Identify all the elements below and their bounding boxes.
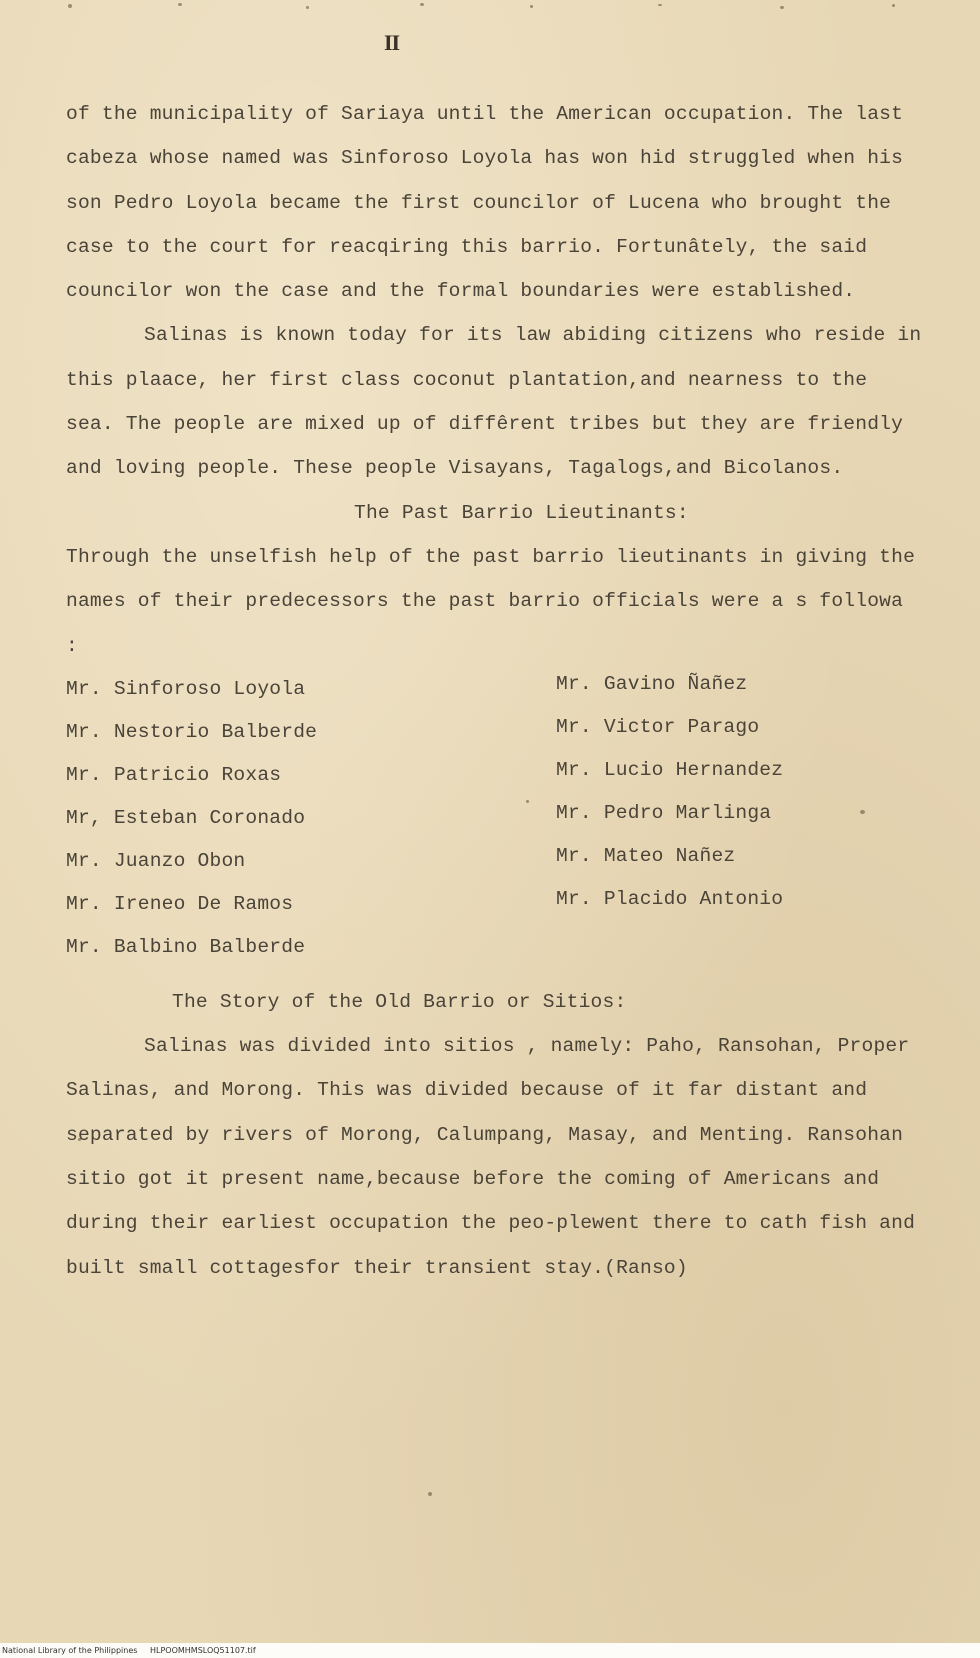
paragraph-sitios-story: Salinas was divided into sitios , namely: Paho, Ransohan, Proper Salinas, and Morong. This was divided because of it far distant and separated by rivers of Morong, Calumpang, Masay, and Menting. Ransohan sitio got it present name,because before the coming of Americans and during their earliest occupation the peo-plewent there to cath fish and built small cottagesfor their transient stay.(Ranso) <box>66 1035 916 1279</box>
lieutenants-left-column <box>66 668 317 969</box>
paragraph-lieutenants-intro: Through the unselfish help of the past barrio lieutinants in giving the names of their predecessors the past barrio officials were a s followa : <box>66 545 916 657</box>
list-item: Mr, Esteban Coronado <box>66 806 306 829</box>
page-number: II <box>384 30 400 55</box>
document-body <box>66 92 926 1290</box>
list-item: Mr. Gavino Ñañez <box>556 672 748 695</box>
paragraph-cabeza-history: of the municipality of Sariaya until the American occupation. The last cabeza whose named was Sinforoso Loyola has won hid struggled when his son Pedro Loyola became the first councilor of Lucena who brought the case to the court for reacqiring this barrio. Fortunâtely, the said councilor won the case and the formal boundaries were established. <box>66 103 904 303</box>
heading-past-lieutenants: The Past Barrio Lieutinants: <box>354 501 689 524</box>
footer-library-name: National Library of the Philippines <box>2 1646 138 1655</box>
speck <box>306 6 309 9</box>
list-item: Mr. Patricio Roxas <box>66 763 282 786</box>
list-item: Mr. Placido Antonio <box>556 887 784 910</box>
speck <box>530 5 533 8</box>
list-item: Mr. Juanzo Obon <box>66 849 246 872</box>
list-item: Mr. Nestorio Balberde <box>66 720 318 743</box>
scan-footer <box>0 1643 980 1658</box>
lieutenants-right-column <box>556 663 783 921</box>
list-item: Mr. Balbino Balberde <box>66 935 306 958</box>
speck <box>658 4 662 6</box>
speck <box>428 1492 432 1496</box>
speck <box>892 4 895 7</box>
speck <box>420 3 424 6</box>
speck <box>780 6 784 9</box>
heading-old-barrio-story: The Story of the Old Barrio or Sitios: <box>172 990 627 1013</box>
list-item: Mr. Mateo Nañez <box>556 844 736 867</box>
paragraph-salinas-today: Salinas is known today for its law abiding citizens who reside in this plaace, her first class coconut plantation,and nearness to the sea. The people are mixed up of diffêrent tribes but they are friendly and loving people. These people Visayans, Tagalogs,and Bicolanos. <box>66 324 922 480</box>
footer-filename: HLPOOMHMSLOQ51107.tif <box>150 1646 256 1655</box>
list-item: Mr. Victor Parago <box>556 715 760 738</box>
list-item: Mr. Pedro Marlinga <box>556 801 772 824</box>
list-item: Mr. Sinforoso Loyola <box>66 677 306 700</box>
list-item: Mr. Lucio Hernandez <box>556 758 784 781</box>
speck <box>68 4 72 8</box>
lieutenants-list <box>66 668 926 980</box>
speck <box>178 3 182 6</box>
list-item: Mr. Ireneo De Ramos <box>66 892 294 915</box>
